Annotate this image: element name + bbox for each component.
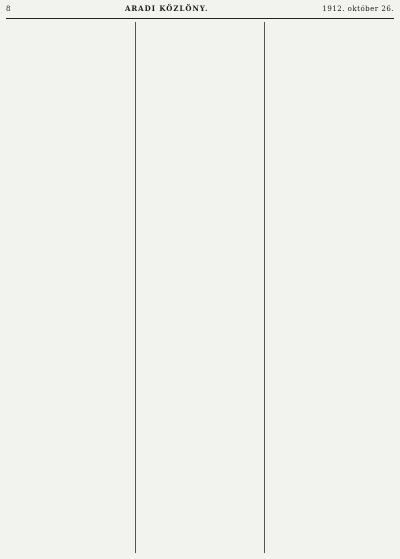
column-left	[6, 22, 135, 553]
article-columns	[6, 22, 394, 553]
issue-date: 1912. október 26.	[322, 5, 394, 13]
column-right	[264, 22, 394, 553]
page-number: 8	[6, 5, 11, 13]
column-middle	[135, 22, 265, 553]
publication-title: ARADI KÖZLÖNY.	[124, 4, 209, 13]
masthead	[6, 4, 394, 19]
